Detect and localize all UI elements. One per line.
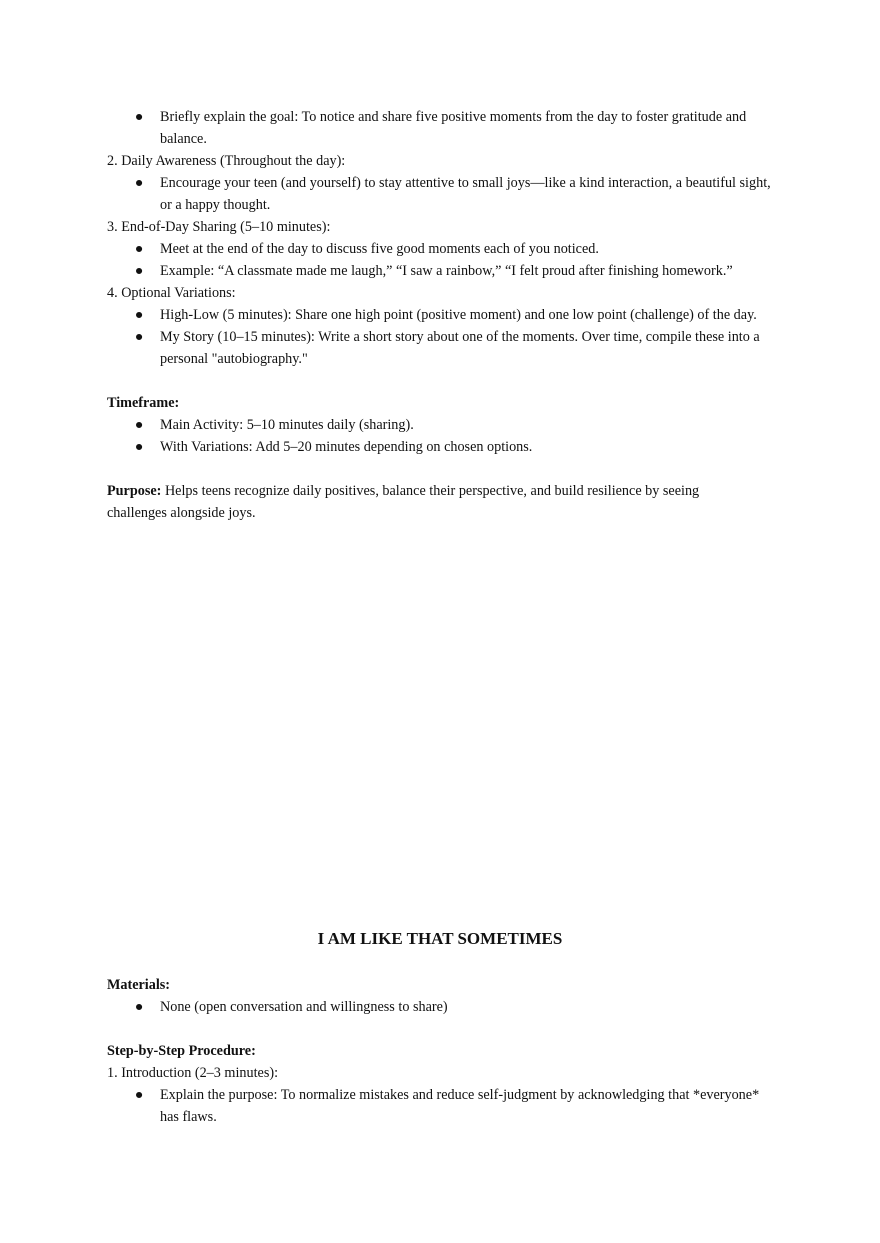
- bullet-icon: ●: [134, 999, 144, 1015]
- step-4-text-1: High-Low (5 minutes): Share one high point (positive moment) and one low point (challenge) of the day.: [160, 307, 757, 323]
- list-item: [107, 106, 787, 150]
- step-4-text-2: My Story (10–15 minutes): Write a short story about one of the moments. Over time, compile these into a personal "autobiography.": [160, 329, 760, 367]
- bullet-icon: ●: [134, 241, 144, 257]
- list-item: [107, 436, 787, 458]
- bullet-icon: ●: [134, 263, 144, 279]
- step-2-heading: 2. Daily Awareness (Throughout the day):: [107, 153, 346, 169]
- step-3-text-2: Example: “A classmate made me laugh,” “I saw a rainbow,” “I felt proud after finishing homework.”: [160, 263, 733, 279]
- list-item: [107, 172, 787, 216]
- bullet-icon: ●: [134, 329, 144, 345]
- list-item: [107, 414, 787, 436]
- bullet-icon: ●: [134, 109, 144, 125]
- list-item: [107, 1084, 787, 1128]
- bullet-icon: ●: [134, 1087, 144, 1103]
- timeframe-label: Timeframe:: [107, 395, 180, 411]
- timeframe-text-2: With Variations: Add 5–20 minutes depending on chosen options.: [160, 439, 533, 455]
- step-1-text: Explain the purpose: To normalize mistakes and reduce self-judgment by acknowledging that *everyone* has flaws.: [160, 1087, 760, 1125]
- bullet-icon: ●: [134, 175, 144, 191]
- goal-text: Briefly explain the goal: To notice and share five positive moments from the day to foster gratitude and balance.: [160, 109, 747, 147]
- step-1-heading: 1. Introduction (2–3 minutes):: [107, 1065, 279, 1081]
- list-item: [107, 996, 787, 1018]
- step-2-text: Encourage your teen (and yourself) to stay attentive to small joys—like a kind interaction, a beautiful sight, or a happy thought.: [160, 175, 771, 213]
- bullet-icon: ●: [134, 439, 144, 455]
- materials-label: Materials:: [107, 977, 171, 993]
- bullet-icon: ●: [134, 417, 144, 433]
- step-3-text-1: Meet at the end of the day to discuss five good moments each of you noticed.: [160, 241, 599, 257]
- list-item: [107, 326, 787, 370]
- purpose-text: Helps teens recognize daily positives, balance their perspective, and build resilience by seeing challenges alongside joys.: [107, 483, 700, 521]
- materials-text: None (open conversation and willingness to share): [160, 999, 448, 1015]
- procedure-label: Step-by-Step Procedure:: [107, 1043, 256, 1059]
- step-4-heading: 4. Optional Variations:: [107, 285, 236, 301]
- list-item: [107, 238, 787, 260]
- list-item: [107, 260, 787, 282]
- activity-section-five-good-moments: [107, 106, 787, 524]
- bullet-icon: ●: [134, 307, 144, 323]
- activity-section-i-am-like-that-sometimes: [107, 974, 787, 1128]
- step-3-heading: 3. End-of-Day Sharing (5–10 minutes):: [107, 219, 331, 235]
- section-title: I AM LIKE THAT SOMETIMES: [317, 929, 563, 948]
- purpose-paragraph: [107, 480, 757, 524]
- list-item: [107, 304, 787, 326]
- timeframe-text-1: Main Activity: 5–10 minutes daily (sharing).: [160, 417, 414, 433]
- purpose-label: Purpose:: [107, 483, 162, 499]
